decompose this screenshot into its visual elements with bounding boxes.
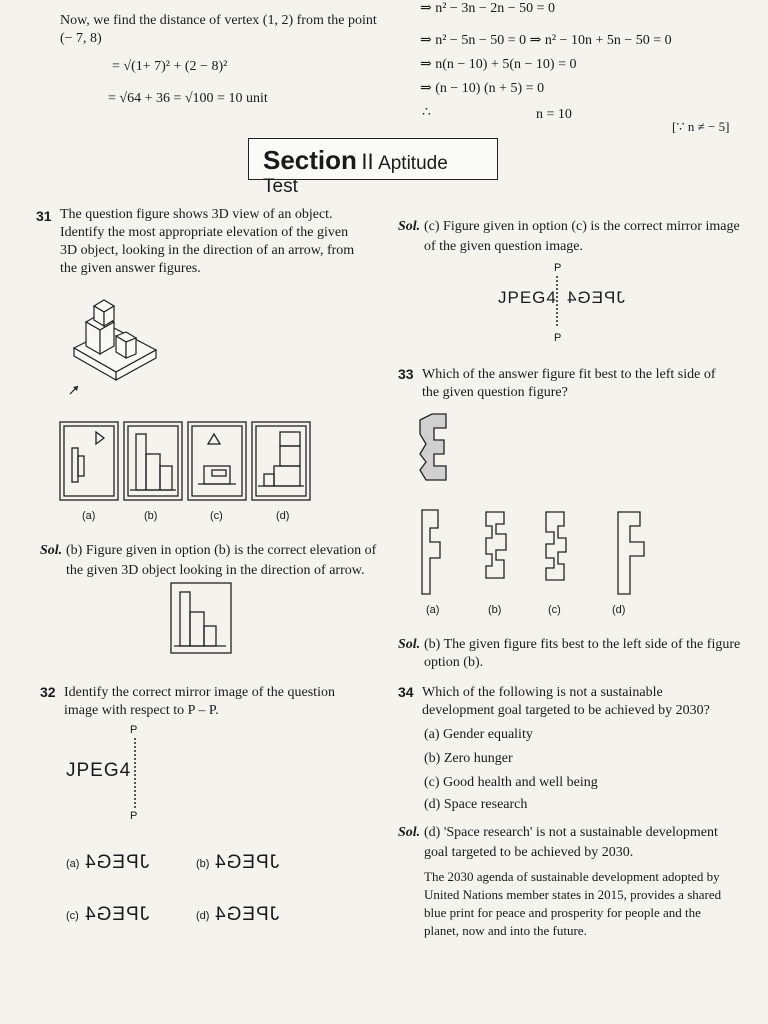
q34-sol-line-2: goal targeted to be achieved by 2030. <box>424 845 634 860</box>
q34-sol-para-2: United Nations member states in 2015, provides a shared <box>424 887 722 902</box>
q32-option-a-label: (a) <box>66 858 80 870</box>
q33-number: 33 <box>398 366 414 382</box>
q33-answer-figures <box>418 508 652 598</box>
q33-option-c-label: (c) <box>548 604 561 616</box>
q31-option-c-box <box>188 422 246 500</box>
quadratic-step-1: ⇒ n² − 3n − 2n − 50 = 0 <box>420 1 556 16</box>
distance-equation-2: = √64 + 36 = √100 = 10 unit <box>108 91 268 106</box>
q32-sol-line-2: of the given question image. <box>424 239 584 254</box>
q32-option-c-figure: JPEG4 <box>84 904 150 925</box>
q34-option-a: (a) Gender equality <box>424 727 533 742</box>
quadratic-step-2: ⇒ n² − 5n − 50 = 0 ⇒ n² − 10n + 5n − 50 = 0 <box>420 33 672 48</box>
q32-sol-label: Sol. <box>398 219 421 234</box>
q31-option-d-box <box>252 422 310 500</box>
q31-text-1: The question figure shows 3D view of an object. <box>60 207 333 222</box>
distance-equation-1: = √(1+ 7)² + (2 − 8)² <box>112 59 228 74</box>
q32-mirror-line <box>133 738 139 808</box>
section-word: Section <box>263 145 357 175</box>
q33-question-figure <box>416 410 460 486</box>
quadratic-result: n = 10 <box>536 107 572 122</box>
q34-option-d: (d) Space research <box>424 797 528 812</box>
quadratic-step-4: ⇒ (n − 10) (n + 5) = 0 <box>420 81 545 96</box>
q32-option-d-figure: JPEG4 <box>214 904 280 925</box>
q33-option-b-shape <box>486 512 506 578</box>
q31-option-a-box <box>60 422 118 500</box>
q31-sol-line-2: the given 3D object looking in the direction of arrow. <box>66 563 365 578</box>
section-subtitle: Aptitude Test <box>263 153 448 197</box>
quadratic-step-3: ⇒ n(n − 10) + 5(n − 10) = 0 <box>420 57 577 72</box>
q32-number: 32 <box>40 684 56 700</box>
q34-sol-label: Sol. <box>398 825 421 840</box>
q33-option-a-shape <box>422 510 440 594</box>
q34-sol-para-3: blue print for peace and prosperity for people and the <box>424 905 701 920</box>
q33-option-a-label: (a) <box>426 604 440 616</box>
q33-option-b-label: (b) <box>488 604 502 616</box>
q31-solution-figure <box>170 582 232 654</box>
q33-option-c-shape <box>546 512 566 580</box>
q31-text-4: the given answer figures. <box>60 261 201 276</box>
q31-text-3: 3D object, looking in the direction of an arrow, from <box>60 243 355 258</box>
q31-option-b-label: (b) <box>144 510 158 522</box>
q33-sol-line-1: (b) The given figure fits best to the left side of the figure <box>424 637 741 652</box>
q32-sol-line-1: (c) Figure given in option (c) is the correct mirror image <box>424 219 740 234</box>
q31-text-2: Identify the most appropriate elevation of the given <box>60 225 349 240</box>
q32-sol-mirror-figure: JPEG4 <box>566 288 625 307</box>
q31-3d-object-figure <box>64 292 164 396</box>
q33-text-1: Which of the answer figure fit best to the left side of <box>422 367 716 382</box>
q31-option-a-label: (a) <box>82 510 96 522</box>
section-numeral: II <box>361 149 374 174</box>
q32-text-2: image with respect to P – P. <box>64 703 219 718</box>
q34-number: 34 <box>398 684 414 700</box>
q33-sol-line-2: option (b). <box>424 655 484 670</box>
distance-text-line1: Now, we find the distance of vertex (1, 2) from the point <box>60 13 377 28</box>
q32-question-figure: JPEG4 <box>66 760 132 781</box>
q31-answer-figures <box>58 418 314 504</box>
q33-option-d-label: (d) <box>612 604 626 616</box>
q33-text-2: the given question figure? <box>422 385 568 400</box>
q32-option-a-figure: JPEG4 <box>84 852 150 873</box>
q34-option-c: (c) Good health and well being <box>424 775 598 790</box>
q34-sol-line-1: (d) 'Space research' is not a sustainable development <box>424 825 718 840</box>
q34-text-1: Which of the following is not a sustainable <box>422 685 663 700</box>
q32-sol-p-top: P <box>554 262 562 274</box>
q32-text-1: Identify the correct mirror image of the question <box>64 685 335 700</box>
q34-option-b: (b) Zero hunger <box>424 751 513 766</box>
q31-option-b-box <box>124 422 182 500</box>
q32-option-b-label: (b) <box>196 858 210 870</box>
q32-sol-p-bottom: P <box>554 332 562 344</box>
therefore-symbol: ∴ <box>422 105 431 120</box>
q33-option-d-shape <box>618 512 644 594</box>
q32-option-c-label: (c) <box>66 910 79 922</box>
q34-sol-para-4: planet, now and into the future. <box>424 923 587 938</box>
quadratic-condition: [∵ n ≠ − 5] <box>672 119 730 134</box>
q31-option-c-label: (c) <box>210 510 223 522</box>
q31-option-d-label: (d) <box>276 510 290 522</box>
q31-number: 31 <box>36 208 52 224</box>
q34-sol-para-1: The 2030 agenda of sustainable development adopted by <box>424 869 720 884</box>
q32-option-b-figure: JPEG4 <box>214 852 280 873</box>
q31-sol-label: Sol. <box>40 543 63 558</box>
q33-sol-label: Sol. <box>398 637 421 652</box>
q31-sol-line-1: (b) Figure given in option (b) is the correct elevation of <box>66 543 377 558</box>
q32-sol-original-figure: JPEG4 <box>498 288 557 307</box>
q32-p-top-label: P <box>130 724 138 736</box>
q32-p-bottom-label: P <box>130 810 138 822</box>
section-heading <box>248 138 498 197</box>
q32-option-d-label: (d) <box>196 910 210 922</box>
q34-text-2: development goal targeted to be achieved by 2030? <box>422 703 710 718</box>
distance-text-line2: (− 7, 8) <box>60 31 102 46</box>
